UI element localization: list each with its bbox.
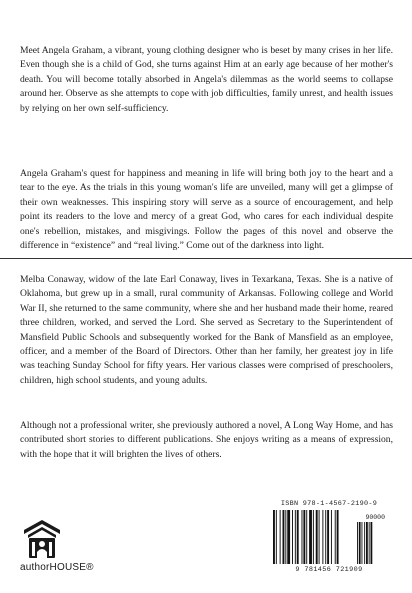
isbn-barcode bbox=[269, 500, 389, 578]
synopsis-paragraph-1: Meet Angela Graham, a vibrant, young clothing designer who is beset by many crises in her life. Even though she is a child of God, she turns against Him at an early age because of her mother's death. You will become totally absorbed in Angela's dilemmas as the world seems to collapse around her. Observe as she attempts to cope with job difficulties, family unrest, and health issues by relying on her own self-sufficiency. bbox=[20, 45, 393, 114]
ean-digits: 9 781456 721909 bbox=[295, 566, 363, 574]
price-code: 90000 bbox=[365, 514, 385, 521]
isbn-label: ISBN 978-1-4567-2190-9 bbox=[280, 500, 378, 508]
section-divider bbox=[0, 258, 412, 259]
publisher-name: authorHOUSE® bbox=[20, 562, 94, 573]
author-bio-paragraph-2: Although not a professional writer, she previously authored a novel, A Long Way Home, and has contributed short stories to different publications. She enjoys writing as a means of expression, with the hope that it will brighten the lives of others. bbox=[20, 420, 393, 460]
author-bio-paragraph-1: Melba Conaway, widow of the late Earl Conaway, lives in Texarkana, Texas. She is a native of Oklahoma, but grew up in a small, rural community of Arkansas. Following college and World War II, she returned to the same community, where she and her husband made their home, reared three children, worked, and served the Lord. She served as Secretary to the Superintendent of Mansfield Public Schools and subsequently worked for the Bank of Mansfield as an employee, officer, and a member of the Board of Directors. Other than her family, her greatest joy in life was teaching Sunday School for fifty years. Her various classes were comprised of preschoolers, children, high school students, and young adults. bbox=[20, 274, 393, 386]
synopsis-paragraph-2: Angela Graham's quest for happiness and meaning in life will bring both joy to the heart and a tear to the eye. As the trials in this young woman's life are unveiled, many will get a glimpse of their own weaknesses. This inspiring story will serve as a source of encouragement, and help point its readers to the love and mercy of a great God, who cares for each individual despite one's rebellion, mistakes, and misgivings. Follow the pages of this novel and observe the difference in “existence” and “real living.” Come out of the darkness into light. bbox=[20, 168, 393, 252]
